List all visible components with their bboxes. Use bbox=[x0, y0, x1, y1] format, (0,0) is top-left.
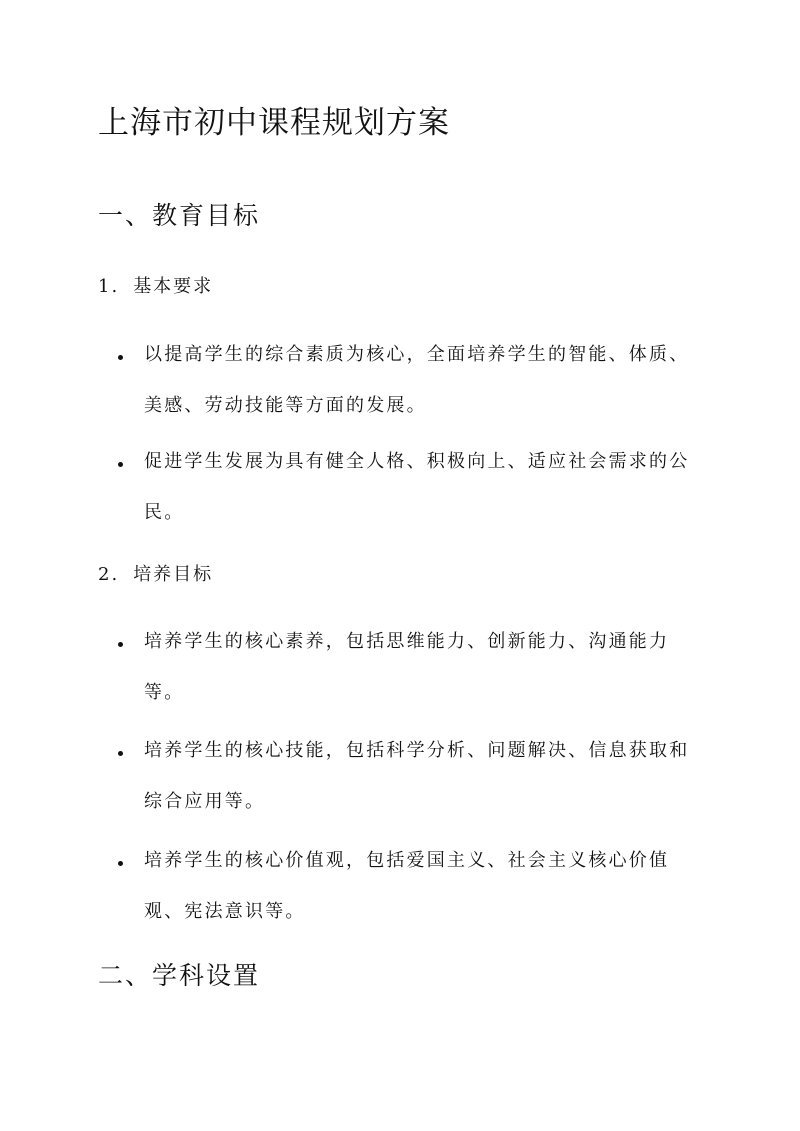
list-item-text: 以提高学生的综合素质为核心，全面培养学生的智能、体质、美感、劳动技能等方面的发展。 bbox=[144, 344, 690, 416]
subsection-number: 2. bbox=[98, 564, 120, 585]
section-heading-education-goals: 一、教育目标 bbox=[98, 201, 261, 230]
list-item-text: 培养学生的核心价值观，包括爱国主义、社会主义核心价值观、宪法意识等。 bbox=[144, 850, 670, 922]
bullet-icon bbox=[118, 861, 123, 866]
subsection-number: 1. bbox=[98, 276, 120, 297]
subsection-heading-training-goals bbox=[98, 560, 213, 586]
bullet-icon bbox=[118, 355, 123, 360]
subsection-title: 培养目标 bbox=[133, 564, 214, 585]
document-title: 上海市初中课程规划方案 bbox=[98, 105, 450, 141]
subsection-heading-basic-requirements bbox=[98, 272, 213, 298]
list-item-text: 促进学生发展为具有健全人格、积极向上、适应社会需求的公民。 bbox=[144, 451, 690, 523]
bullet-icon bbox=[118, 642, 123, 647]
list-item-text: 培养学生的核心素养，包括思维能力、创新能力、沟通能力等。 bbox=[144, 631, 670, 703]
list-item-text: 培养学生的核心技能，包括科学分析、问题解决、信息获取和综合应用等。 bbox=[144, 740, 690, 812]
bullet-icon bbox=[118, 462, 123, 467]
bullet-icon bbox=[118, 751, 123, 756]
subsection-title: 基本要求 bbox=[133, 276, 214, 297]
section-heading-subject-setup: 二、学科设置 bbox=[98, 961, 261, 990]
